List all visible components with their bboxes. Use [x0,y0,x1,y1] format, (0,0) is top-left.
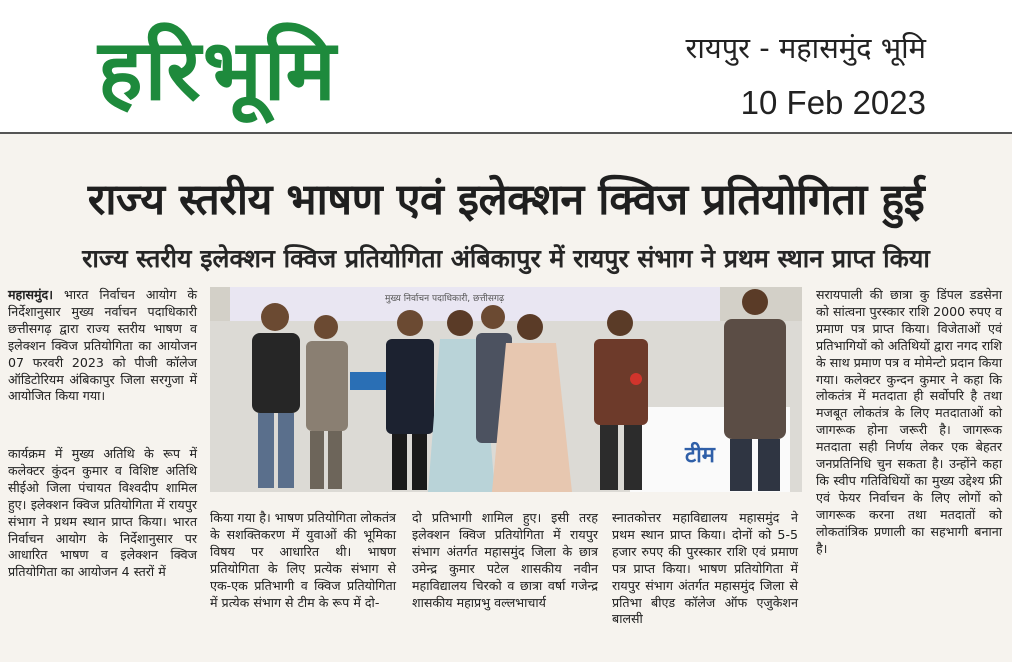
article-column-4 [612,510,798,628]
column-5-text: सरायपाली की छात्रा कु डिंपल डडसेना को सांत्वना पुरस्कार राशि 2000 रुपए व प्रमाण पत्र प्राप्त किया। विजेताओं एवं प्रतिभागियों को अतिथियों द्वारा नगद राशि के साथ प्रमाण पत्र व मोमेन्टो प्रदान किया गया। कलेक्टर कुन्दन कुमार ने कहा कि लोकतंत्र में मतदाता ही सर्वोपरि है तथा मजबूत लोकतंत्र के लिए मतदाताओं को जागरूक होना जरूरी है। जागरूक मतदाता सही निर्णय लेकर एक बेहतर जनप्रतिनिधि चुन सकता है। उन्होंने कहा कि स्वीप गतिविधियों का मुख्य उद्देश्य फ्री एवं फेयर निर्वाचन के लिए लोगों को जागरूक करना तथा मतदातों को लोकतांत्रिक प्रणाली का सहभागी बनाना है। [816,287,1002,556]
masthead [0,0,1012,132]
event-photo-illustration [210,287,802,492]
column-3-text: दो प्रतिभागी शामिल हुए। इसी तरह इलेक्शन क्विज प्रतियोगिता में रायपुर संभाग अंतर्गत महासमुंद जिला के छात्र उमेन्द्र कुमार पटेल शासकीय नवीन महाविद्यालय चिरको व छात्रा वर्षा गजेन्द्र शासकीय महाप्रभु वल्लभाचार्य [412,510,598,610]
article-column-3 [412,510,598,611]
column-4-text: स्नातकोत्तर महाविद्यालय महासमुंद ने प्रथम स्थान प्राप्त किया। दोनों को 5-5 हजार रुपए की पुरस्कार राशि एवं प्रमाण पत्र प्राप्त किया। भाषण प्रतियोगिता में रायपुर संभाग अंतर्गत महासमुंद जिला से प्रतिभा बीएड कॉलेज ऑफ एजुकेशन बालसी [612,510,798,627]
article-subheadline: राज्य स्तरीय इलेक्शन क्विज प्रतियोगिता अंबिकापुर में रायपुर संभाग ने प्रथम स्थान प्राप्त किया [82,244,930,273]
article-column-2 [210,510,396,611]
publication-date: 10 Feb 2023 [740,84,926,121]
edition-name: रायपुर - महासमुंद भूमि [685,31,926,65]
photo-banner [230,287,720,321]
photo-corner-text: टीम [685,443,715,468]
column-1-paragraph-1: भारत निर्वाचन आयोग के निर्देशानुसार मुख्य नर्वाचन पदाधिकारी छत्तीसगढ़ द्वारा राज्य स्तरीय भाषण व इलेक्शन क्विज प्रतियोगिता का आयोजन 07 फरवरी 2023 को पीजी कॉलेज ऑडिटोरियम अंबिकापुर जिला सरगुजा में आयोजित किया गया। [8,287,197,404]
photo-banner-text: मुख्य निर्वाचन पदाधिकारी, छत्तीसगढ़ [385,294,505,304]
column-2-text: किया गया है। भाषण प्रतियोगिता लोकतंत्र के सशक्तिकरण में युवाओं की भूमिका विषय पर आधारित थी। भाषण प्रतियोगिता के लिए प्रत्येक संभाग से एक-एक प्रतिभागी व क्विज प्रतियोगिता में प्रत्येक संभाग से टीम के रूप में दो- [210,510,396,610]
article-column-1-continued [8,446,197,581]
article-column-1 [8,287,197,405]
newspaper-logo: हरिभूमि [98,21,338,119]
article-headline: राज्य स्तरीय भाषण एवं इलेक्शन क्विज प्रतियोगिता हुई [87,175,925,225]
article-column-5 [816,287,1002,558]
column-1-paragraph-2: कार्यक्रम में मुख्य अतिथि के रूप में कलेक्टर कुंदन कुमार व विशिष्ट अतिथि सीईओ जिला पंचायत विश्वदीप शामिल हुए। इलेक्शन क्विज प्रतियोगिता में रायपुर संभाग ने प्रथम स्थान प्राप्त किया। भारत निर्वाचन आयोग के निर्देशानुसार पर आधारित भाषण व इलेक्शन क्विज प्रतियोगिता का आयोजन 4 स्तरों में [8,446,197,580]
event-photo [210,287,802,492]
memento [350,372,392,390]
dateline: महासमुंद। [8,287,53,302]
